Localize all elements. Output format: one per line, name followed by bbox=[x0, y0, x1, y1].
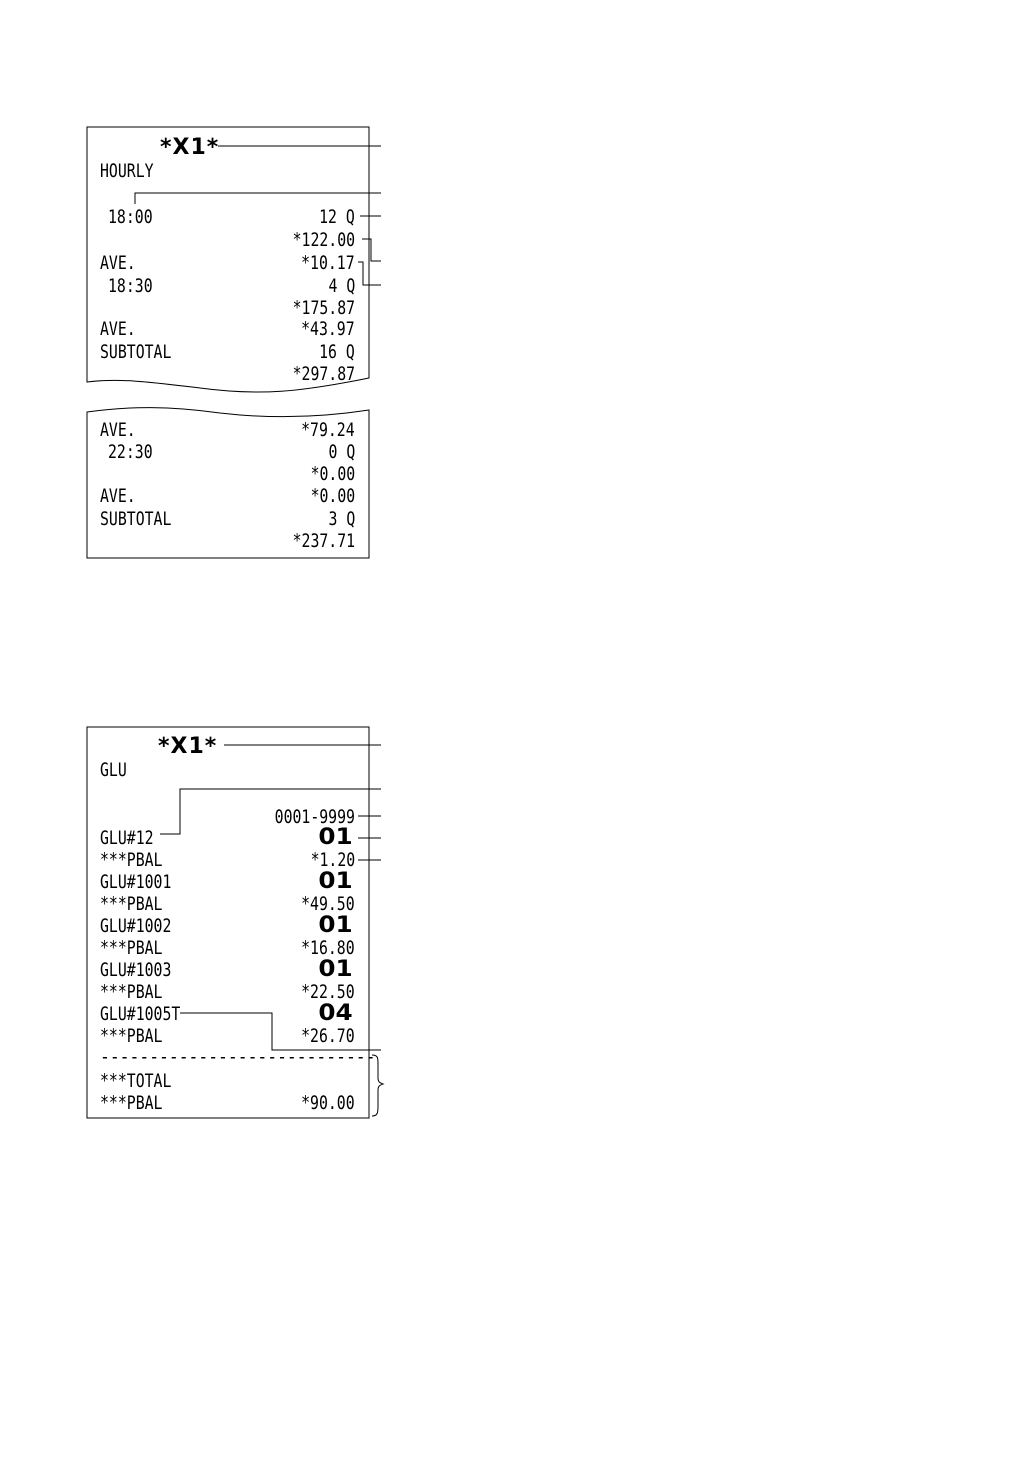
glu-range: 0001-9999 bbox=[274, 806, 355, 828]
glu-total-label: ***TOTAL bbox=[100, 1070, 172, 1092]
glu-row-right: 01 bbox=[318, 825, 353, 850]
glu-row-right: *16.80 bbox=[301, 937, 355, 959]
hourly-row-right: 4 Q bbox=[328, 275, 355, 297]
glu-row-right: *49.50 bbox=[301, 893, 355, 915]
glu-row-right: *26.70 bbox=[301, 1025, 355, 1047]
hourly-cont-right: *237.71 bbox=[292, 530, 355, 552]
hourly-cont-right: *0.00 bbox=[310, 485, 355, 507]
hourly-row-left: AVE. bbox=[100, 318, 136, 340]
hourly-row-left: 18:30 bbox=[108, 275, 153, 297]
hourly-cont-right: 0 Q bbox=[328, 441, 355, 463]
glu-total-pbal-label: ***PBAL bbox=[100, 1092, 163, 1114]
hourly-row-right: *175.87 bbox=[292, 297, 355, 319]
hourly-header: *X1* bbox=[160, 135, 220, 160]
glu-row-right: *1.20 bbox=[310, 849, 355, 871]
glu-row-left: ***PBAL bbox=[100, 1025, 163, 1047]
hourly-row-right: *297.87 bbox=[292, 363, 355, 385]
glu-row-right: *22.50 bbox=[301, 981, 355, 1003]
hourly-row-right: 12 Q bbox=[319, 206, 355, 228]
glu-header: *X1* bbox=[158, 734, 218, 759]
hourly-row-left: SUBTOTAL bbox=[100, 341, 172, 363]
hourly-cont-left: AVE. bbox=[100, 485, 136, 507]
glu-row-right: 01 bbox=[318, 957, 353, 982]
hourly-row-left: 18:00 bbox=[108, 206, 153, 228]
glu-row-left: GLU#1002 bbox=[100, 915, 172, 937]
glu-row-right: 01 bbox=[318, 869, 353, 894]
glu-row-left: GLU#1003 bbox=[100, 959, 172, 981]
glu-row-left: GLU#12 bbox=[100, 827, 154, 849]
hourly-cont-right: *0.00 bbox=[310, 463, 355, 485]
hourly-row-right: *122.00 bbox=[292, 229, 355, 251]
glu-row-left: GLU#1001 bbox=[100, 871, 172, 893]
hourly-row-right: *43.97 bbox=[301, 318, 355, 340]
hourly-cont-left: SUBTOTAL bbox=[100, 508, 172, 530]
glu-title: GLU bbox=[100, 759, 127, 781]
glu-separator: ---------------------------- bbox=[100, 1046, 376, 1068]
hourly-cont-left: AVE. bbox=[100, 419, 136, 441]
hourly-cont-right: 3 Q bbox=[328, 508, 355, 530]
hourly-row-right: *10.17 bbox=[301, 252, 355, 274]
glu-row-left: ***PBAL bbox=[100, 937, 163, 959]
glu-row-left: ***PBAL bbox=[100, 893, 163, 915]
hourly-cont-left: 22:30 bbox=[108, 441, 153, 463]
glu-row-left: GLU#1005T bbox=[100, 1003, 181, 1025]
glu-row-left: ***PBAL bbox=[100, 849, 163, 871]
hourly-row-left: AVE. bbox=[100, 252, 136, 274]
glu-row-right: 04 bbox=[318, 1001, 353, 1026]
glu-total-pbal-value: *90.00 bbox=[301, 1092, 355, 1114]
glu-row-left: ***PBAL bbox=[100, 981, 163, 1003]
glu-row-right: 01 bbox=[318, 913, 353, 938]
hourly-row-right: 16 Q bbox=[319, 341, 355, 363]
hourly-cont-right: *79.24 bbox=[301, 419, 355, 441]
hourly-title: HOURLY bbox=[100, 160, 154, 182]
